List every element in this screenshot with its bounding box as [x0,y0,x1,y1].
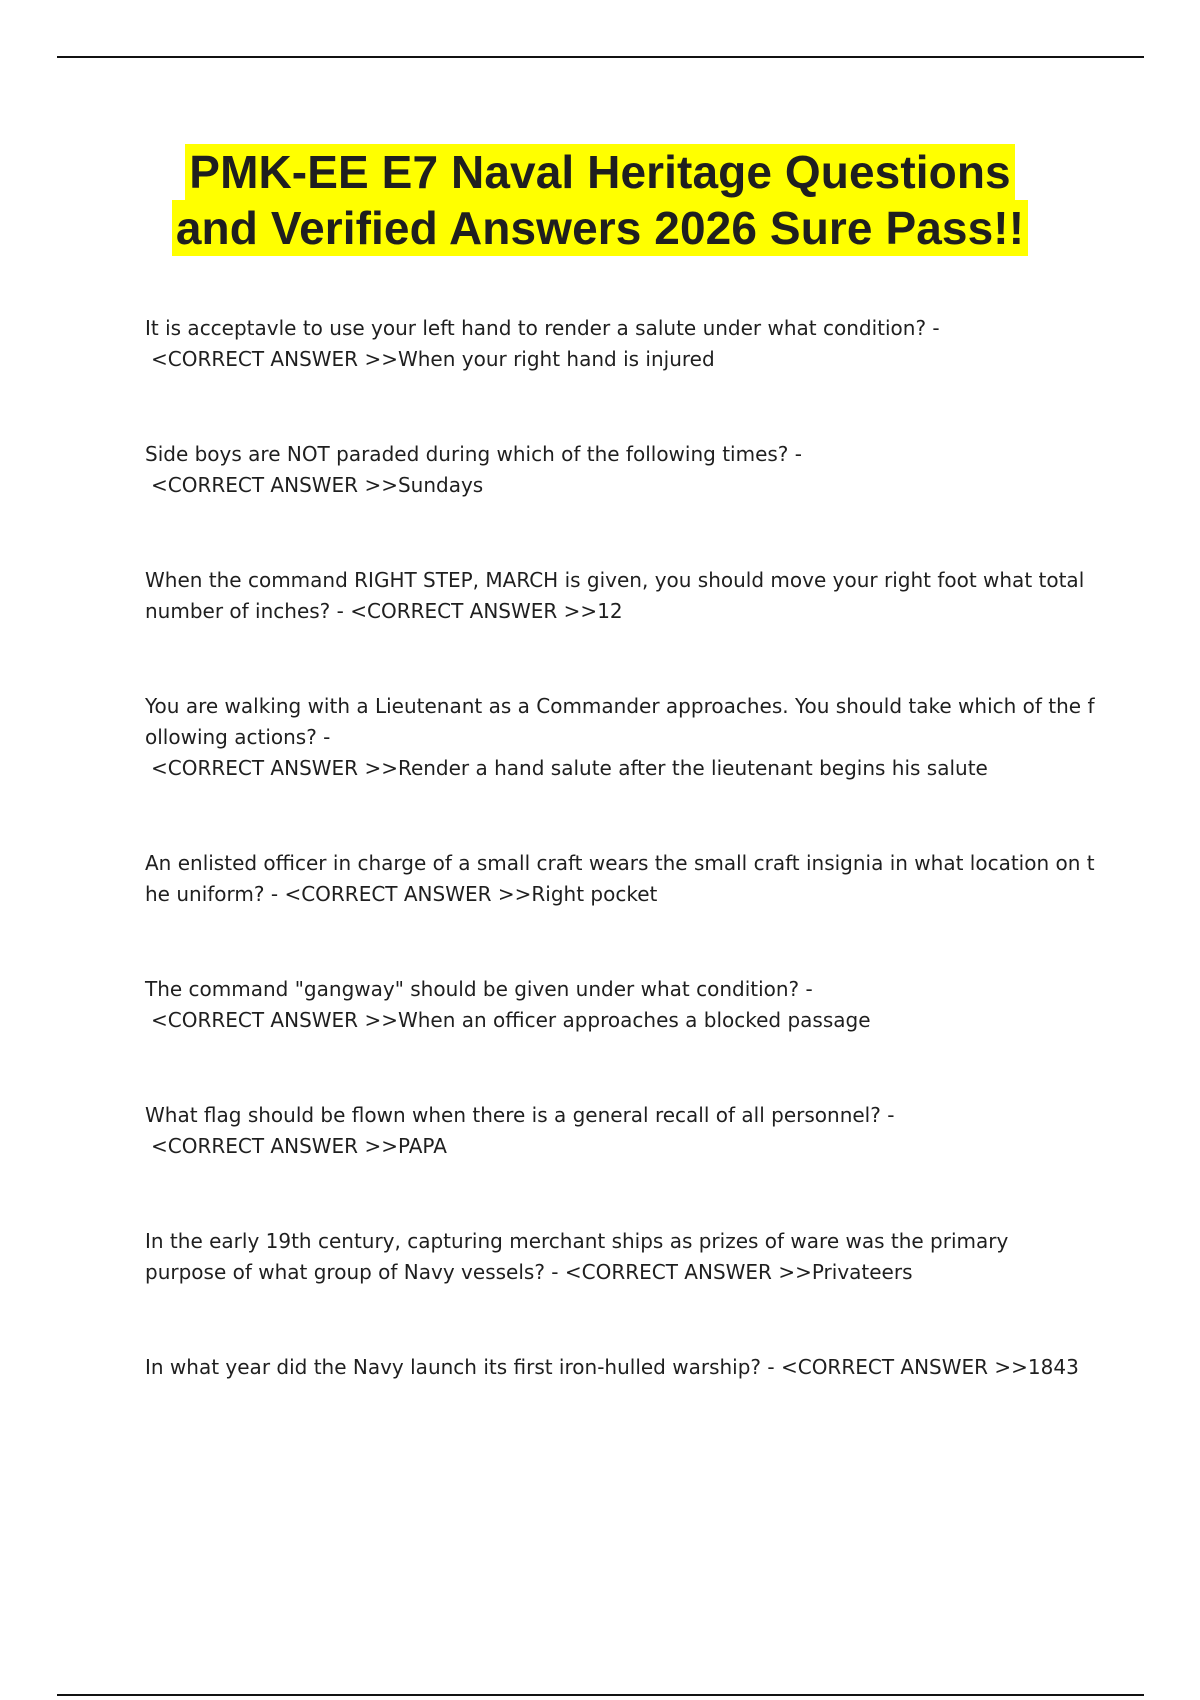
answer-text: <CORRECT ANSWER >>PAPA [151,1134,447,1158]
qa-item [145,565,1095,627]
answer-text: <CORRECT ANSWER >>Privateers [564,1260,913,1284]
question-text: You are walking with a Lieutenant as a Commander approaches. You should take which of the f ollowing actions? - [145,694,1101,749]
qa-item [145,848,1101,910]
title-line-1: PMK-EE E7 Naval Heritage Questions [185,144,1014,200]
question-text: When the command RIGHT STEP, MARCH is given, you should move your right foot what total number of inches? - [145,568,1091,623]
answer-text: <CORRECT ANSWER >>12 [350,599,623,623]
document-title [0,144,1200,256]
answer-text: <CORRECT ANSWER >>When an officer approaches a blocked passage [151,1008,871,1032]
question-text: It is acceptavle to use your left hand to render a salute under what condition? - [145,316,940,340]
question-text: In the early 19th century, capturing merchant ships as prizes of ware was the primary purpose of what group of Navy vessels? - [145,1229,1015,1284]
qa-item [145,691,1101,784]
question-text: In what year did the Navy launch its first iron-hulled warship? - [145,1355,781,1379]
question-text: The command "gangway" should be given under what condition? - [145,977,813,1001]
qa-item [145,974,1095,1036]
answer-text: <CORRECT ANSWER >>1843 [780,1355,1079,1379]
qa-list [145,313,1101,1447]
qa-item [145,439,1095,501]
answer-text: <CORRECT ANSWER >>Right pocket [284,882,658,906]
answer-text: <CORRECT ANSWER >>Sundays [151,473,484,497]
qa-item [145,1226,1095,1288]
header-rule [57,56,1144,58]
qa-item [145,1100,1095,1162]
title-line-2: and Verified Answers 2026 Sure Pass!! [172,200,1028,256]
answer-text: <CORRECT ANSWER >>When your right hand is injured [151,347,715,371]
qa-item [145,313,1095,375]
qa-item [145,1352,1095,1383]
question-text: What flag should be flown when there is a general recall of all personnel? - [145,1103,895,1127]
question-text: An enlisted officer in charge of a small craft wears the small craft insignia in what location on t he uniform? - [145,851,1101,906]
answer-text: <CORRECT ANSWER >>Render a hand salute after the lieutenant begins his salute [151,756,988,780]
footer-rule [57,1694,1144,1696]
question-text: Side boys are NOT paraded during which of the following times? - [145,442,802,466]
